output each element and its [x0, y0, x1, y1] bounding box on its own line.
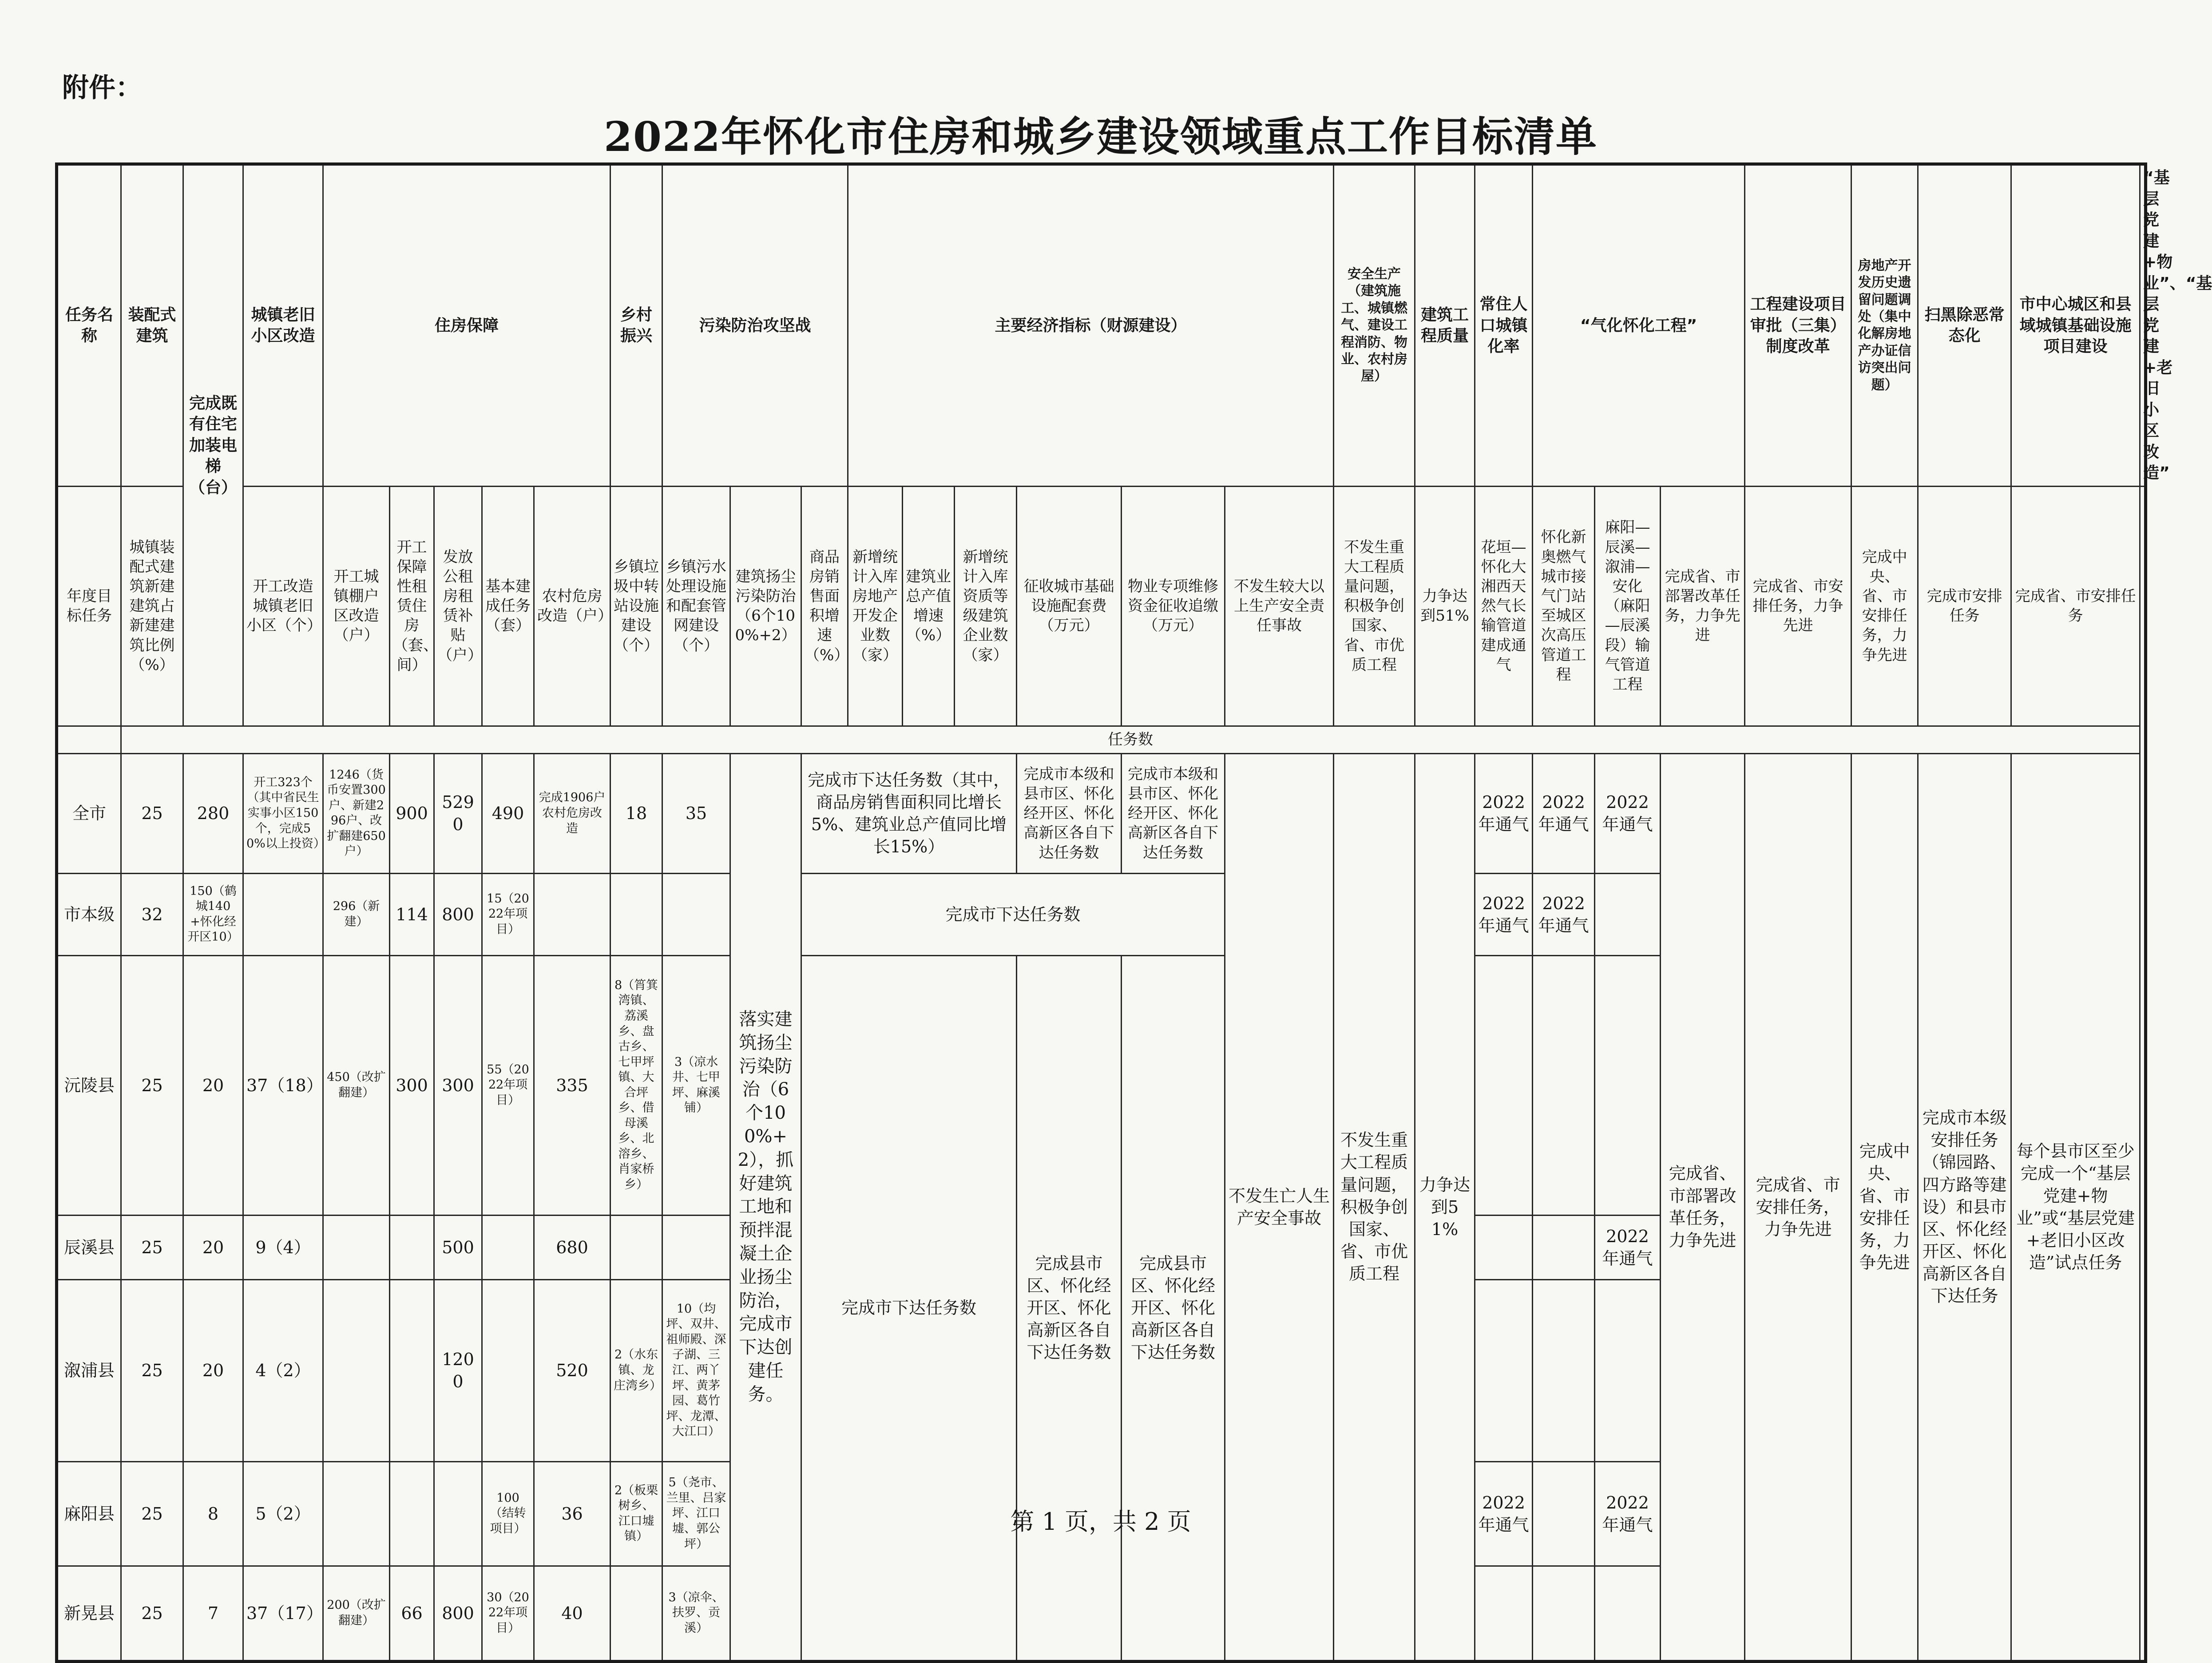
- rural-house: 40: [534, 1566, 610, 1661]
- elevator-count: 20: [183, 955, 243, 1215]
- header-old-community: 城镇老旧小区改造: [243, 164, 323, 487]
- shanty-start: [323, 1279, 390, 1461]
- sewage-facility: 10（均坪、双井、祖师殿、深子湖、三江、两丫坪、黄茅园、葛竹坪、龙潭、大江口）: [662, 1279, 730, 1461]
- shanty-start: 1246（货币安置300户、新建296户、改扩翻建650户）: [323, 753, 390, 873]
- gas-huayuan: 2022年通气: [1475, 873, 1533, 955]
- sewage-facility: 35: [662, 753, 730, 873]
- rental-start: 66: [390, 1566, 434, 1661]
- sewage-facility: 3（凉伞、扶罗、贡溪）: [662, 1566, 730, 1661]
- econ-targets: 完成市下达任务数（其中，商品房销售面积同比增长5%、建筑业总产值同比增长15%）: [801, 753, 1017, 873]
- rural-house: 520: [534, 1279, 610, 1461]
- rental-start: [390, 1279, 434, 1461]
- header-safety: 安全生产（建筑施工、城镇燃气、建设工程消防、物业、农村房屋）: [1334, 164, 1415, 487]
- prefab-ratio-label: 城镇装配式建筑新建建筑占新建建筑比例（%）: [121, 486, 183, 726]
- rural-house: 36: [534, 1461, 610, 1566]
- rent-subsidy: 800: [434, 1566, 482, 1661]
- header-anti-crime: 扫黑除恶常态化: [1918, 164, 2011, 487]
- gas-aoran-label: 怀化新奥燃气城市接气门站至城区次高压管道工程: [1533, 486, 1595, 726]
- gas-mayang: 2022年通气: [1595, 1461, 1661, 1566]
- document-title: 2022年怀化市住房和城乡建设领域重点工作目标清单: [603, 113, 1598, 161]
- gas-huayuan: [1475, 1566, 1533, 1661]
- header-real-estate: 房地产开发历史遗留问题调处（集中化解房地产办证信访突出问题）: [1851, 164, 1918, 487]
- shanty-start: [323, 1215, 390, 1279]
- prefab-ratio: 32: [121, 873, 183, 955]
- infra-target-label: 完成市安排任务: [1918, 486, 2011, 726]
- shanty-start: 200（改扩翻建）: [323, 1566, 390, 1661]
- gas-aoran: [1533, 955, 1595, 1215]
- old-community-start: 37（17）: [243, 1566, 323, 1661]
- header-urbanization: 常住人口城镇化率: [1475, 164, 1533, 487]
- basic-build: 490: [482, 753, 534, 873]
- old-community-start: 开工323个（其中省民生实事小区150个，完成50%以上投资）: [243, 753, 323, 873]
- county-infra-fee-merged: 完成县市区、怀化经开区、怀化高新区各自下达任务数: [1017, 955, 1122, 1661]
- gas-aoran: 2022年通气: [1533, 873, 1595, 955]
- quality-target-label: 不发生重大工程质量问题，积极争创国家、省、市优质工程: [1334, 486, 1415, 726]
- new-build-firms-label: 新增统计入库资质等级建筑企业数（家）: [955, 486, 1017, 726]
- basic-build: 100（结转项目）: [482, 1461, 534, 1566]
- new-re-firms-label: 新增统计入库房地产开发企业数（家）: [848, 486, 903, 726]
- sales-area-label: 商品房销售面积增速（%）: [801, 486, 848, 726]
- safety-merged: 不发生亡人生产安全事故: [1225, 753, 1334, 1661]
- basic-build: 30（2022年项目）: [482, 1566, 534, 1661]
- header-housing-security: 住房保障: [323, 164, 610, 487]
- empty-cell: [57, 726, 121, 753]
- rental-start-label: 开工保障性租赁住房（套、间）: [390, 486, 434, 726]
- gas-mayang: [1595, 873, 1661, 955]
- header-prefab-building: 装配式建筑: [121, 164, 183, 487]
- gas-huayuan: 2022年通气: [1475, 753, 1533, 873]
- row-name: 新晃县: [57, 1566, 121, 1661]
- gas-aoran: [1533, 1566, 1595, 1661]
- old-community-start: [243, 873, 323, 955]
- real-estate-merged: 完成省、市安排任务，力争先进: [1745, 753, 1851, 1661]
- garbage-label: 乡镇垃圾中转站设施建设（个）: [610, 486, 662, 726]
- urbanization-merged: 力争达到51%: [1415, 753, 1475, 1661]
- gas-mayang: 2022年通气: [1595, 753, 1661, 873]
- urban-target-label: 力争达到51%: [1415, 486, 1475, 726]
- gas-mayang: [1595, 1566, 1661, 1661]
- garbage-station: [610, 873, 662, 955]
- header-approval-reform: 工程建设项目审批（三集）制度改革: [1745, 164, 1851, 487]
- sewage-facility: [662, 873, 730, 955]
- garbage-station: 2（板栗树乡、江口墟镇）: [610, 1461, 662, 1566]
- rent-subsidy-label: 发放公租房租赁补贴（户）: [434, 486, 482, 726]
- elevator-count: 150（鹤城140+怀化经开区10）: [183, 873, 243, 955]
- rural-house: 完成1906户农村危房改造: [534, 753, 610, 873]
- header-infrastructure: 市中心城区和县域城镇基础设施项目建设: [2011, 164, 2140, 487]
- party-target-label: 完成省、市安排任务: [2011, 486, 2140, 726]
- header-row-indicators: [57, 486, 2146, 726]
- rent-subsidy: 5290: [434, 753, 482, 873]
- old-community-start: 9（4）: [243, 1215, 323, 1279]
- attachment-label: 附件：: [62, 72, 142, 103]
- infra-fee-label: 征收城市基础设施配套费（万元）: [1017, 486, 1122, 726]
- gas-huayuan-label: 花垣—怀化大湘西天然气长输管道建成通气: [1475, 486, 1533, 726]
- row-name: 沅陵县: [57, 955, 121, 1215]
- gas-mayang: [1595, 955, 1661, 1215]
- row-name: 麻阳县: [57, 1461, 121, 1566]
- garbage-station: 18: [610, 753, 662, 873]
- gas-huayuan: [1475, 955, 1533, 1215]
- garbage-station: [610, 1566, 662, 1661]
- rent-subsidy: 300: [434, 955, 482, 1215]
- header-gasification: “气化怀化工程”: [1533, 164, 1745, 487]
- quality-merged: 不发生重大工程质量问题，积极争创国家、省、市优质工程: [1334, 753, 1415, 1661]
- header-task-name: 任务名称: [57, 164, 121, 487]
- safety-target-label: 不发生较大以上生产安全责任事故: [1225, 486, 1334, 726]
- elevator-count: 280: [183, 753, 243, 873]
- basic-build: [482, 1279, 534, 1461]
- old-community-start: 37（18）: [243, 955, 323, 1215]
- rental-start: 900: [390, 753, 434, 873]
- annual-target-label: 年度目标任务: [57, 486, 121, 726]
- gas-mayang-label: 麻阳—辰溪—溆浦—安化（麻阳—辰溪段）输气管道工程: [1595, 486, 1661, 726]
- prefab-ratio: 25: [121, 1461, 183, 1566]
- rent-subsidy: 500: [434, 1215, 482, 1279]
- basic-build: 55（2022年项目）: [482, 955, 534, 1215]
- shanty-start: 450（改扩翻建）: [323, 955, 390, 1215]
- shanty-start: 296（新建）: [323, 873, 390, 955]
- row-name: 溆浦县: [57, 1279, 121, 1461]
- party-building-merged: 每个县市区至少完成一个“基层党建+物业”或“基层党建+老旧小区改造”试点任务: [2011, 753, 2140, 1661]
- anti-crime-merged: 完成中央、省、市安排任务，力争先进: [1851, 753, 1918, 1661]
- dust-control-merged: 落实建筑扬尘污染防治（6个100%+2），抓好建筑工地和预拌混凝土企业扬尘防治，完成市下达创建任务。: [730, 753, 801, 1661]
- row-name: 市本级: [57, 873, 121, 955]
- county-econ-merged: 完成市下达任务数: [801, 955, 1017, 1661]
- prefab-ratio: 25: [121, 1215, 183, 1279]
- gas-aoran: 2022年通气: [1533, 753, 1595, 873]
- garbage-station: 8（筲箕湾镇、荔溪乡、盘古乡、七甲坪镇、大合坪乡、借母溪乡、北溶乡、肖家桥乡）: [610, 955, 662, 1215]
- elevator-count: 7: [183, 1566, 243, 1661]
- rural-house: 335: [534, 955, 610, 1215]
- prefab-ratio: 25: [121, 753, 183, 873]
- approval-merged: 完成省、市部署改革任务，力争先进: [1661, 753, 1745, 1661]
- maint-fund: 完成市本级和县市区、怀化经开区、怀化高新区各自下达任务数: [1122, 753, 1225, 873]
- header-rural-revitalization: 乡村振兴: [610, 164, 662, 487]
- header-economic: 主要经济指标（财源建设）: [848, 164, 1334, 487]
- elevator-count: 20: [183, 1215, 243, 1279]
- sewage-label: 乡镇污水处理设施和配套管网建设（个）: [662, 486, 730, 726]
- row-name: 全市: [57, 753, 121, 873]
- prefab-ratio: 25: [121, 955, 183, 1215]
- header-pollution: 污染防治攻坚战: [662, 164, 848, 487]
- garbage-station: 2（水东镇、龙庄湾乡）: [610, 1279, 662, 1461]
- page-number: 第 1 页，共 2 页: [1010, 1508, 1191, 1536]
- rural-house: [534, 873, 610, 955]
- maint-fund-label: 物业专项维修资金征收追缴（万元）: [1122, 486, 1225, 726]
- output-growth-label: 建筑业总产值增速（%）: [903, 486, 955, 726]
- rental-start: 114: [390, 873, 434, 955]
- old-start-label: 开工改造城镇老旧小区（个）: [243, 486, 323, 726]
- basic-build: [482, 1215, 534, 1279]
- shanty-start-label: 开工城镇棚户区改造（户）: [323, 486, 390, 726]
- header-elevator: 完成既有住宅加装电梯（台）: [183, 164, 243, 726]
- sewage-facility: [662, 1215, 730, 1279]
- rental-start: [390, 1215, 434, 1279]
- task-count-label: 任务数: [121, 726, 2140, 753]
- basic-build: 15（2022年项目）: [482, 873, 534, 955]
- old-community-start: 5（2）: [243, 1461, 323, 1566]
- sewage-facility: 3（凉水井、七甲坪、麻溪铺）: [662, 955, 730, 1215]
- gas-aoran: [1533, 1279, 1595, 1461]
- gas-mayang: 2022年通气: [1595, 1215, 1661, 1279]
- gas-huayuan: [1475, 1215, 1533, 1279]
- infra-fee: 完成市本级和县市区、怀化经开区、怀化高新区各自下达任务数: [1017, 753, 1122, 873]
- infrastructure-merged: 完成市本级安排任务（锦园路、四方路等建设）和县市区、怀化经开区、怀化高新区各自下达任务: [1918, 753, 2011, 1661]
- prefab-ratio: 25: [121, 1566, 183, 1661]
- table-row: [57, 753, 2146, 873]
- rural-house: 680: [534, 1215, 610, 1279]
- sewage-facility: 5（尧市、兰里、吕家坪、江口墟、郭公坪）: [662, 1461, 730, 1566]
- target-list-table: [55, 162, 2212, 1663]
- gas-huayuan: 2022年通气: [1475, 1461, 1533, 1566]
- real-target-label: 完成省、市安排任务，力争先进: [1745, 486, 1851, 726]
- prefab-ratio: 25: [121, 1279, 183, 1461]
- header-row-categories: [57, 164, 2146, 487]
- old-community-start: 4（2）: [243, 1279, 323, 1461]
- row-name: 辰溪县: [57, 1215, 121, 1279]
- header-party-building: “基层党建+物业”、“基层党建+老旧小区改造”: [2140, 164, 2146, 487]
- anti-target-label: 完成中央、省、市安排任务，力争先进: [1851, 486, 1918, 726]
- basic-build-label: 基本建成任务（套）: [482, 486, 534, 726]
- task-count-row: [57, 726, 2146, 753]
- rent-subsidy: 1200: [434, 1279, 482, 1461]
- elevator-count: 8: [183, 1461, 243, 1566]
- county-maint-merged: 完成县市区、怀化经开区、怀化高新区各自下达任务数: [1122, 955, 1225, 1661]
- rural-house-label: 农村危房改造（户）: [534, 486, 610, 726]
- rental-start: 300: [390, 955, 434, 1215]
- econ-targets: 完成市下达任务数: [801, 873, 1225, 955]
- header-quality: 建筑工程质量: [1415, 164, 1475, 487]
- gas-aoran: [1533, 1215, 1595, 1279]
- rent-subsidy: 800: [434, 873, 482, 955]
- garbage-station: [610, 1215, 662, 1279]
- elevator-count: 20: [183, 1279, 243, 1461]
- gas-mayang: [1595, 1279, 1661, 1461]
- dust-label: 建筑扬尘污染防治（6个100%+2）: [730, 486, 801, 726]
- approval-target-label: 完成省、市部署改革任务，力争先进: [1661, 486, 1745, 726]
- gas-huayuan: [1475, 1279, 1533, 1461]
